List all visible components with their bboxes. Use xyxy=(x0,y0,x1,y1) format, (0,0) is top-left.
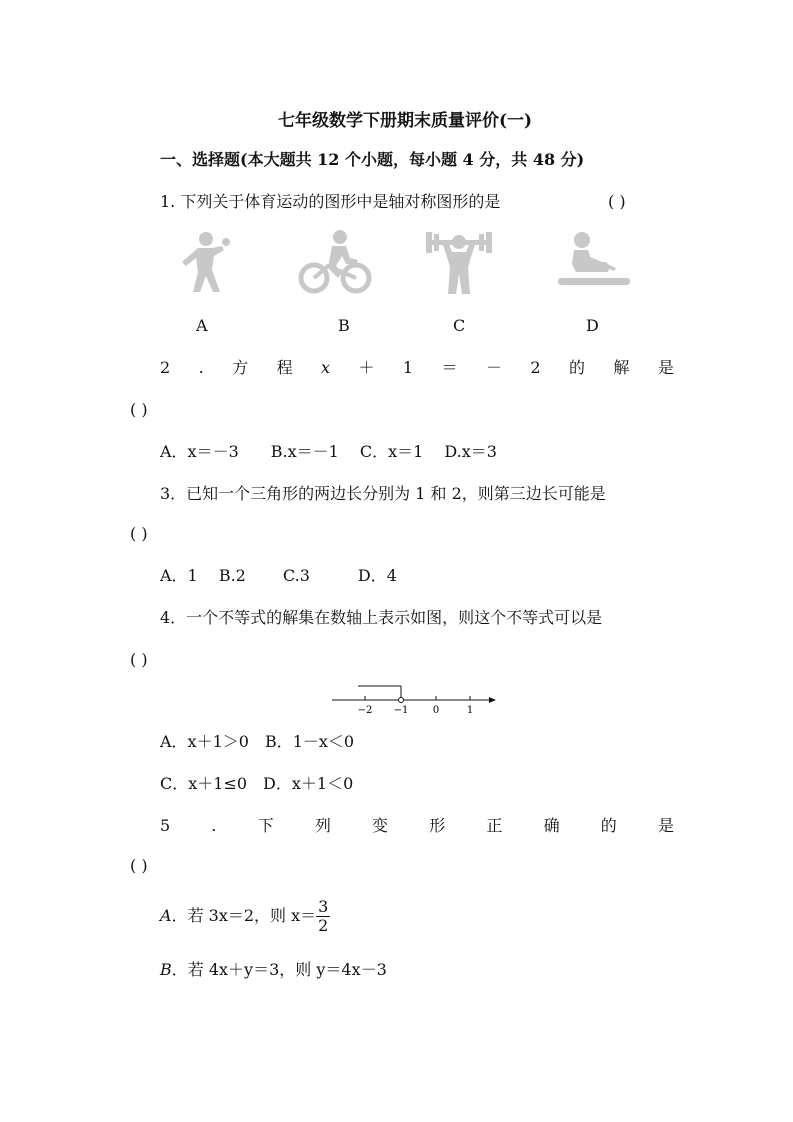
q4-answer-paren: ( ) xyxy=(130,650,148,669)
q2-token: x xyxy=(321,358,331,377)
tick-label: 0 xyxy=(432,705,440,716)
q2-token: 的 xyxy=(568,358,585,377)
q2-token: 2 xyxy=(160,358,171,377)
q5-token: 的 xyxy=(600,816,617,835)
q5-token: 形 xyxy=(429,816,446,835)
fraction xyxy=(316,898,330,935)
q5-token: 是 xyxy=(657,816,674,835)
q2-token: 解 xyxy=(613,358,630,377)
q5-option-a-text: ．若 3x＝2，则 x＝ xyxy=(171,906,317,925)
q4-stem: 4．一个不等式的解集在数轴上表示如图，则这个不等式可以是 xyxy=(160,608,603,627)
fraction-numerator: 3 xyxy=(318,897,329,916)
q2-token: ＝ xyxy=(441,358,458,377)
q1-answer-paren: ( ) xyxy=(608,192,626,211)
q5-token: 5 xyxy=(160,816,171,835)
q2-token: 是 xyxy=(657,358,674,377)
tick-label: −2 xyxy=(357,705,373,716)
q3-options: A．1 B.2 C.3 D．4 xyxy=(160,566,397,585)
section-heading: 一、选择题(本大题共 12 个小题，每小题 4 分，共 48 分) xyxy=(160,150,585,169)
q2-token: 1 xyxy=(402,358,414,377)
weightlifting-icon xyxy=(424,228,494,296)
q5-token: 正 xyxy=(486,816,503,835)
page-title: 七年级数学下册期末质量评价(一) xyxy=(278,111,533,131)
q1-option-c: C xyxy=(453,316,466,335)
q1-option-b: B xyxy=(338,316,350,335)
q5-option-b-text: ．若 4x＋y＝3，则 y＝4x－3 xyxy=(171,960,387,979)
q5-stem xyxy=(160,816,674,836)
number-line xyxy=(330,682,500,720)
q2-token: . xyxy=(198,358,204,377)
q3-stem: 3．已知一个三角形的两边长分别为 1 和 2，则第三边长可能是 xyxy=(160,484,606,503)
q5-token: 变 xyxy=(372,816,389,835)
q2-token: 程 xyxy=(276,358,293,377)
table-tennis-icon xyxy=(176,230,236,294)
q2-stem xyxy=(160,358,674,378)
tick-label: −1 xyxy=(393,705,409,716)
q4-options-cd: C．x＋1≤0 D．x＋1＜0 xyxy=(160,774,354,793)
q5-token: 下 xyxy=(257,816,274,835)
q2-token: ＋ xyxy=(358,358,375,377)
q5-option-a xyxy=(160,898,330,935)
q1-option-a: A xyxy=(196,316,208,335)
q1-stem: 1. 下列关于体育运动的图形中是轴对称图形的是 xyxy=(160,192,501,211)
q5-option-b-label: B xyxy=(160,960,172,979)
q5-token: . xyxy=(211,816,217,835)
q5-answer-paren: ( ) xyxy=(130,856,148,875)
q2-options: A．x＝－3 B.x＝－1 C．x＝1 D.x＝3 xyxy=(160,442,497,461)
tick-label: 1 xyxy=(466,705,474,716)
q1-option-d: D xyxy=(586,316,599,335)
fraction-denominator: 2 xyxy=(318,916,329,935)
q5-option-b xyxy=(160,960,387,980)
q2-token: 2 xyxy=(530,358,541,377)
q3-answer-paren: ( ) xyxy=(130,524,148,543)
open-endpoint xyxy=(399,698,404,703)
q5-token: 列 xyxy=(314,816,331,835)
q5-option-a-label: A xyxy=(160,906,172,925)
q2-token: 方 xyxy=(232,358,249,377)
q4-options-ab: A．x＋1＞0 B．1－x＜0 xyxy=(160,732,355,751)
q5-token: 确 xyxy=(543,816,560,835)
q2-answer-paren: ( ) xyxy=(130,400,148,419)
cycling-icon xyxy=(298,228,372,296)
rowing-icon xyxy=(556,228,632,292)
q2-token: － xyxy=(485,358,502,377)
